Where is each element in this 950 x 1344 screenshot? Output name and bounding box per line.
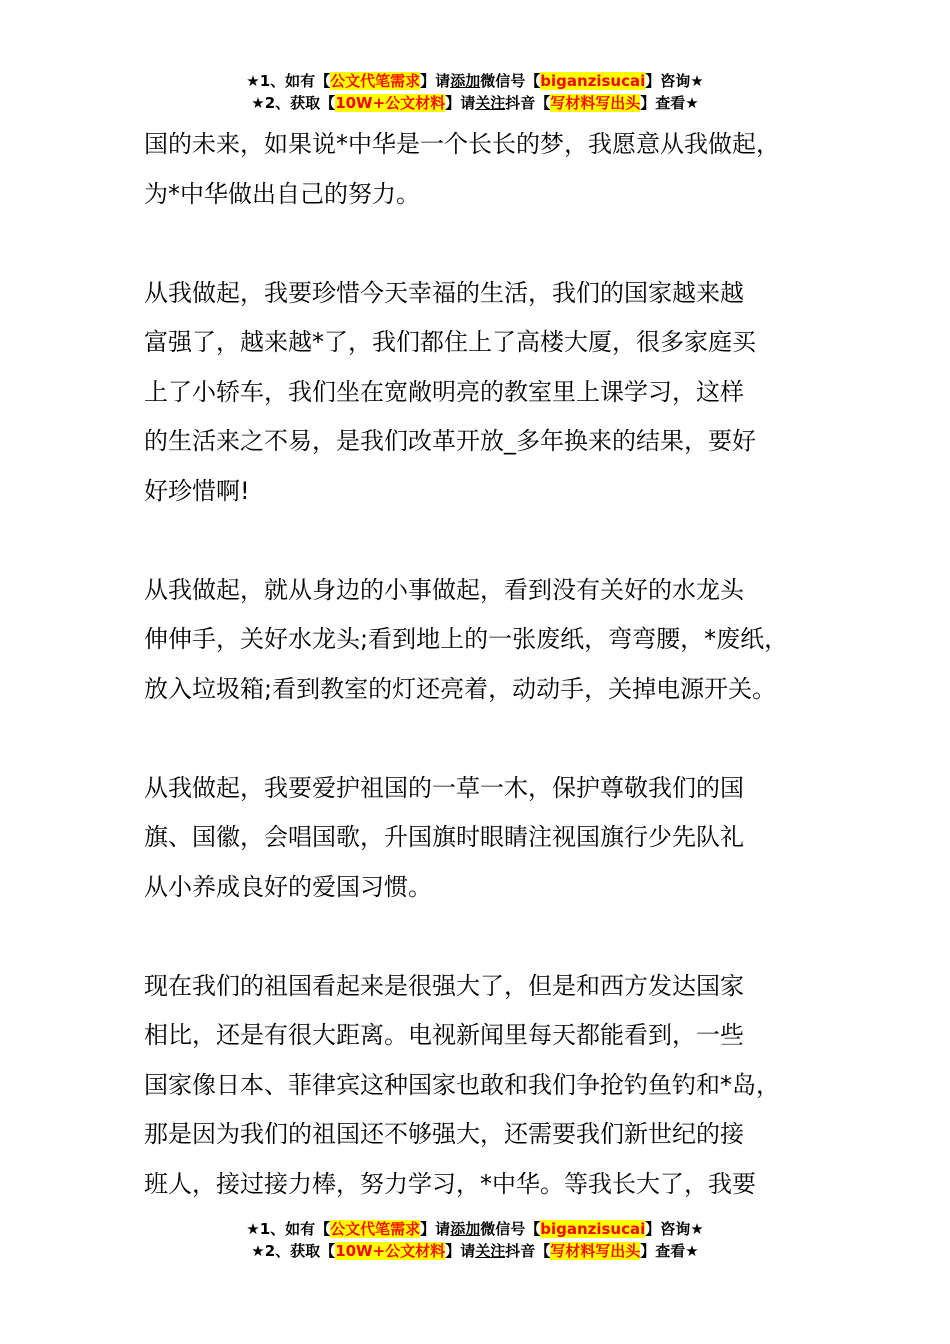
header-banner xyxy=(0,70,950,114)
highlight-wechat-id: biganzisucai xyxy=(540,1220,646,1238)
text-line: 旗、国徽，会唱国歌，升国旗时眼睛注视国旗行少先队礼 xyxy=(144,823,744,851)
text-line: 从小养成良好的爱国习惯。 xyxy=(144,872,432,901)
paragraph xyxy=(144,566,834,715)
text-line: 从我做起，我要爱护祖国的一草一木，保护尊敬我们的国 xyxy=(144,773,744,802)
highlight-service: 公文代笔需求 xyxy=(330,72,421,90)
banner-text: 】咨询★ xyxy=(645,1220,704,1238)
paragraph xyxy=(144,120,834,219)
text-line: 的生活来之不易，是我们改革开放_多年换来的结果，要好 xyxy=(144,427,756,455)
banner-text: 】咨询★ xyxy=(645,72,704,90)
footer-banner xyxy=(0,1218,950,1262)
banner-text-underlined: 关注 xyxy=(475,1242,506,1260)
banner-text: 抖音【 xyxy=(505,1242,551,1260)
banner-line-2 xyxy=(0,1240,950,1262)
highlight-materials: 10W+公文材料 xyxy=(335,94,446,112)
banner-text-underlined: 添加 xyxy=(450,72,481,90)
paragraph-gap xyxy=(144,912,834,962)
banner-text: 】请 xyxy=(445,1242,476,1260)
text-line: 上了小轿车，我们坐在宽敞明亮的教室里上课学习，这样 xyxy=(144,377,744,406)
paragraph xyxy=(144,269,834,517)
banner-line-2 xyxy=(0,92,950,114)
paragraph-gap xyxy=(144,516,834,566)
text-line: 放入垃圾箱;看到教室的灯还亮着，动动手，关掉电源开关。 xyxy=(144,674,777,703)
banner-text: ★1、如有【 xyxy=(246,1220,331,1238)
paragraph xyxy=(144,764,834,913)
banner-text-underlined: 添加 xyxy=(450,1220,481,1238)
paragraph-gap xyxy=(144,219,834,269)
highlight-douyin-account: 写材料写出头 xyxy=(550,94,641,112)
banner-text: 微信号【 xyxy=(480,72,541,90)
paragraph xyxy=(144,962,834,1210)
highlight-douyin-account: 写材料写出头 xyxy=(550,1242,641,1260)
text-line: 好珍惜啊! xyxy=(144,476,250,505)
text-line: 国家像日本、菲律宾这种国家也敢和我们争抢钓鱼钓和*岛， xyxy=(144,1070,780,1099)
paragraph-gap xyxy=(144,714,834,764)
banner-text: ★1、如有【 xyxy=(246,72,331,90)
banner-line-1 xyxy=(0,1218,950,1240)
highlight-service: 公文代笔需求 xyxy=(330,1220,421,1238)
text-line: 国的未来，如果说*中华是一个长长的梦，我愿意从我做起， xyxy=(144,130,780,158)
text-line: 那是因为我们的祖国还不够强大，还需要我们新世纪的接 xyxy=(144,1120,744,1148)
text-line: 班人，接过接力棒，努力学习，*中华。等我长大了，我要 xyxy=(144,1169,756,1198)
text-line: 现在我们的祖国看起来是很强大了，但是和西方发达国家 xyxy=(144,971,744,1000)
text-line: 相比，还是有很大距离。电视新闻里每天都能看到，一些 xyxy=(144,1021,744,1049)
banner-text: ★2、获取【 xyxy=(251,94,336,112)
banner-text: 】查看★ xyxy=(640,94,699,112)
banner-text: 】请 xyxy=(445,94,476,112)
text-line: 从我做起，就从身边的小事做起，看到没有关好的水龙头 xyxy=(144,575,744,604)
banner-text: 】查看★ xyxy=(640,1242,699,1260)
highlight-wechat-id: biganzisucai xyxy=(540,72,646,90)
text-line: 为*中华做出自己的努力。 xyxy=(144,179,420,208)
document-body xyxy=(144,120,834,1209)
text-line: 从我做起，我要珍惜今天幸福的生活，我们的国家越来越 xyxy=(144,278,744,307)
banner-text: 抖音【 xyxy=(505,94,551,112)
highlight-materials: 10W+公文材料 xyxy=(335,1242,446,1260)
banner-text: 】请 xyxy=(420,1220,451,1238)
banner-text: ★2、获取【 xyxy=(251,1242,336,1260)
banner-line-1 xyxy=(0,70,950,92)
text-line: 伸伸手，关好水龙头;看到地上的一张废纸，弯弯腰，*废纸， xyxy=(144,625,789,653)
banner-text: 】请 xyxy=(420,72,451,90)
text-line: 富强了，越来越*了，我们都住上了高楼大厦，很多家庭买 xyxy=(144,328,756,356)
banner-text-underlined: 关注 xyxy=(475,94,506,112)
banner-text: 微信号【 xyxy=(480,1220,541,1238)
